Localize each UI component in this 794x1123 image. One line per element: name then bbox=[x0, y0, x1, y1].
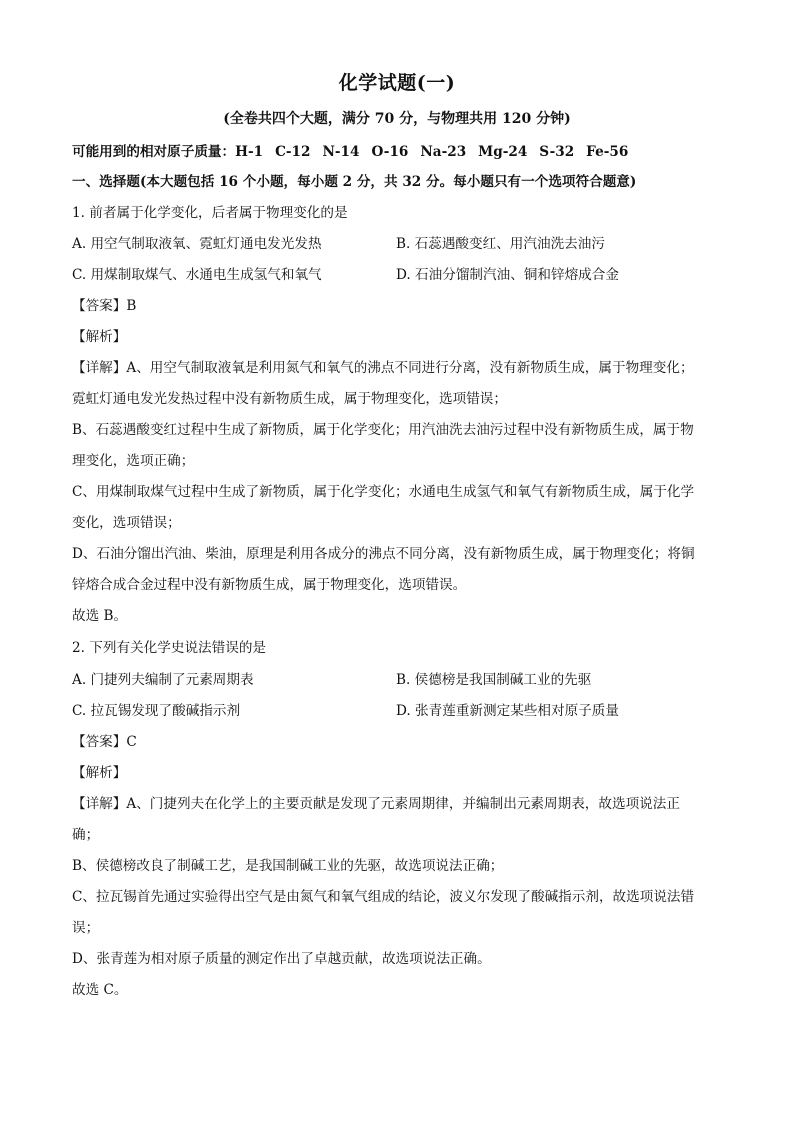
atomic-mass-na: Na-23 bbox=[420, 144, 467, 160]
page-title: 化学试题(一) bbox=[338, 72, 456, 94]
atomic-mass-mg: Mg-24 bbox=[478, 144, 528, 160]
question-1-analysis: 【解析】 bbox=[72, 329, 127, 345]
question-2-option-d: D. 张青莲重新测定某些相对原子质量 bbox=[396, 703, 619, 719]
page-subtitle: (全卷共四个大题，满分 70 分，与物理共用 120 分钟) bbox=[223, 111, 571, 127]
atomic-mass-fe: Fe-56 bbox=[586, 144, 629, 160]
atomic-mass-h: H-1 bbox=[235, 144, 264, 160]
question-1-conclusion: 故选 B。 bbox=[72, 608, 128, 624]
question-2-answer: 【答案】C bbox=[72, 734, 137, 750]
atomic-mass-label: 可能用到的相对原子质量： bbox=[72, 144, 236, 160]
question-2-option-c: C. 拉瓦锡发现了酸碱指示剂 bbox=[72, 703, 241, 719]
question-1-detail-line: 理变化，选项正确； bbox=[72, 453, 195, 469]
question-2-analysis: 【解析】 bbox=[72, 765, 127, 781]
question-2-option-a: A. 门捷列夫编制了元素周期表 bbox=[72, 672, 254, 688]
question-1-detail-line: 霓虹灯通电发光发热过程中没有新物质生成，属于物理变化，选项错误； bbox=[72, 391, 507, 407]
atomic-mass-s: S-32 bbox=[539, 144, 575, 160]
atomic-mass-line bbox=[72, 142, 732, 162]
atomic-mass-n: N-14 bbox=[322, 144, 360, 160]
question-1-option-b: B. 石蕊遇酸变红、用汽油洗去油污 bbox=[396, 236, 605, 252]
question-2-detail-line: 误； bbox=[72, 920, 100, 936]
question-1-detail-line: 【详解】A、用空气制取液氧是利用氮气和氧气的沸点不同进行分离，没有新物质生成，属于物理变化； bbox=[72, 360, 694, 376]
question-2-detail-line: D、张青莲为相对原子质量的测定作出了卓越贡献，故选项说法正确。 bbox=[72, 951, 491, 967]
question-1-detail-line: 锌熔合成合金过程中没有新物质生成，属于物理变化，选项错误。 bbox=[72, 577, 467, 593]
atomic-mass-c: C-12 bbox=[275, 144, 311, 160]
question-2-stem: 2. 下列有关化学史说法错误的是 bbox=[72, 640, 267, 656]
question-2-option-b: B. 侯德榜是我国制碱工业的先驱 bbox=[396, 672, 592, 688]
question-1-answer: 【答案】B bbox=[72, 298, 137, 314]
section-heading: 一、选择题(本大题包括 16 个小题，每小题 2 分，共 32 分。每小题只有一个选项符合题意) bbox=[72, 174, 637, 190]
question-1-stem: 1. 前者属于化学变化，后者属于物理变化的是 bbox=[72, 205, 348, 221]
question-1-option-a: A. 用空气制取液氧、霓虹灯通电发光发热 bbox=[72, 236, 322, 252]
question-1-detail-line: 变化，选项错误； bbox=[72, 515, 181, 531]
question-2-detail-line: C、拉瓦锡首先通过实验得出空气是由氮气和氧气组成的结论，波义尔发现了酸碱指示剂，故选项说法错 bbox=[72, 889, 695, 905]
question-2-detail-line: 【详解】A、门捷列夫在化学上的主要贡献是发现了元素周期律，并编制出元素周期表，故选项说法正 bbox=[72, 796, 680, 812]
question-1-option-d: D. 石油分馏制汽油、铜和锌熔成合金 bbox=[396, 267, 619, 283]
question-1-detail-line: D、石油分馏出汽油、柴油，原理是利用各成分的沸点不同分离，没有新物质生成，属于物理变化；将铜 bbox=[72, 546, 695, 562]
question-2-detail-line: 确； bbox=[72, 827, 100, 843]
question-1-option-c: C. 用煤制取煤气、水通电生成氢气和氧气 bbox=[72, 267, 322, 283]
question-2-detail-line: B、侯德榜改良了制碱工艺，是我国制碱工业的先驱，故选项说法正确； bbox=[72, 858, 504, 874]
atomic-mass-o: O-16 bbox=[371, 144, 409, 160]
question-2-conclusion: 故选 C。 bbox=[72, 982, 128, 998]
question-1-detail-line: B、石蕊遇酸变红过程中生成了新物质，属于化学变化；用汽油洗去油污过程中没有新物质生成，属于物 bbox=[72, 422, 694, 438]
question-1-detail-line: C、用煤制取煤气过程中生成了新物质，属于化学变化；水通电生成氢气和氧气有新物质生成，属于化学 bbox=[72, 484, 695, 500]
